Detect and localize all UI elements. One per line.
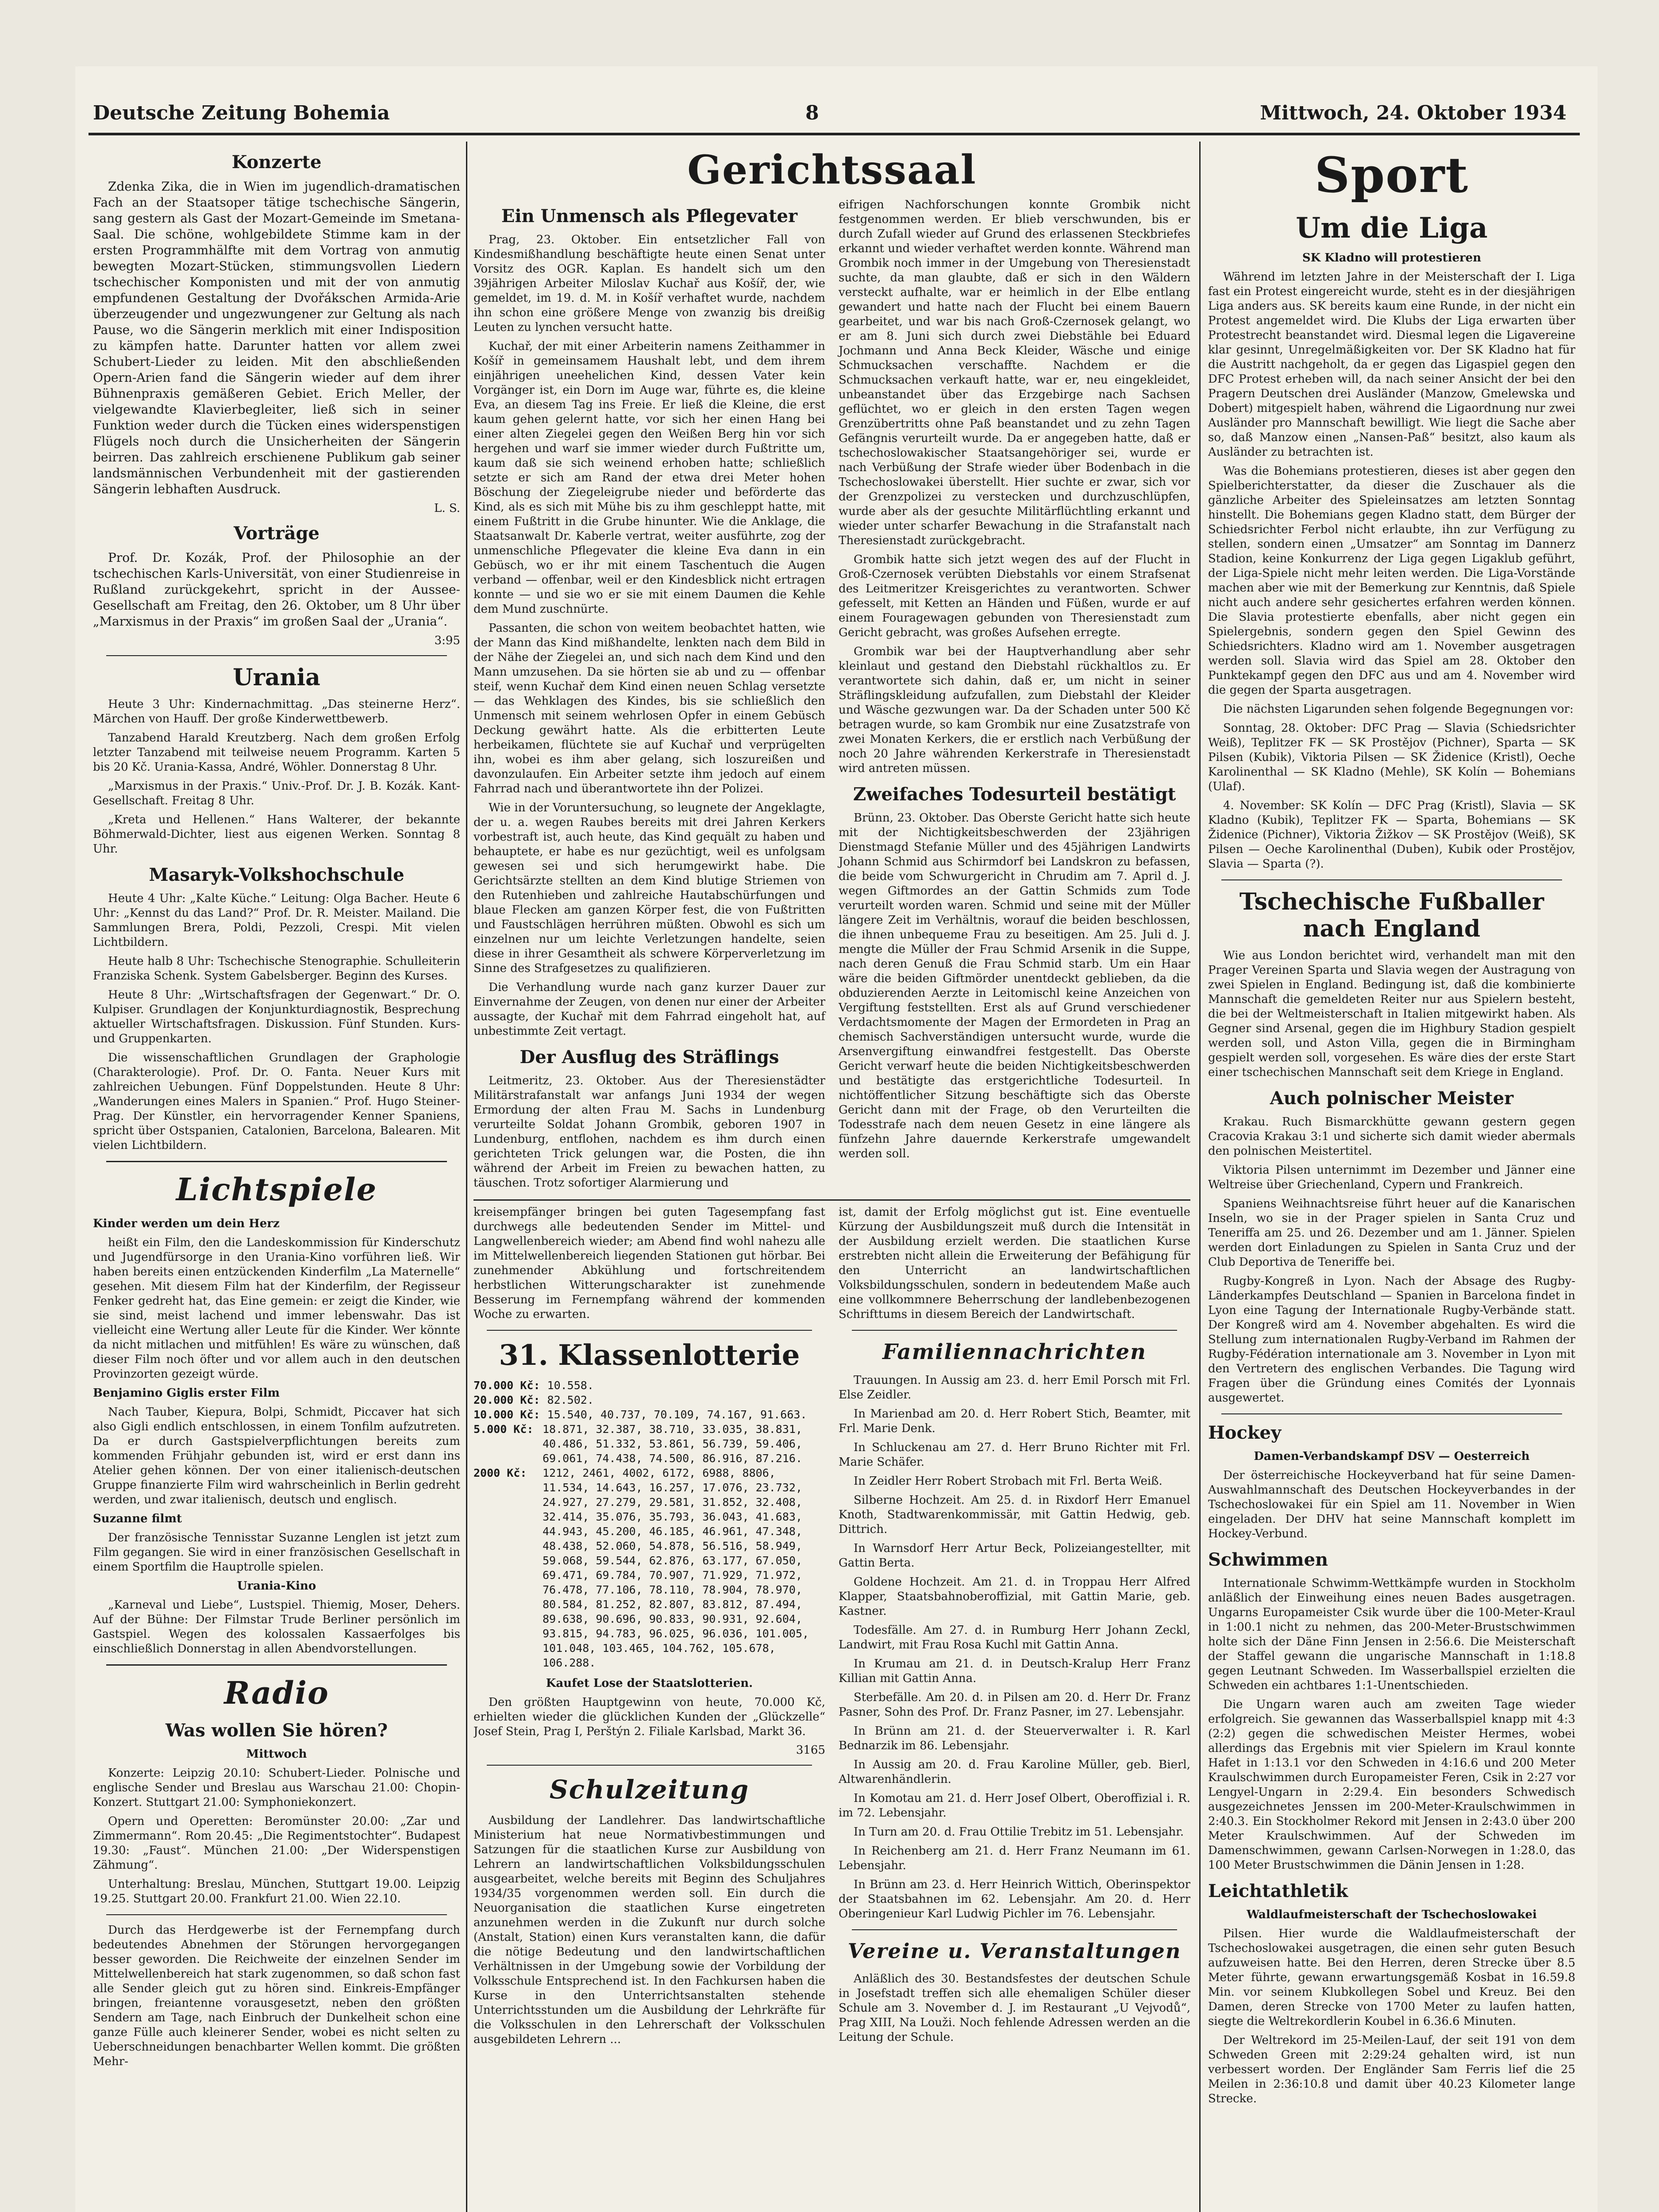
court-left bbox=[473, 198, 825, 1195]
lower-section bbox=[473, 1205, 1190, 2051]
family-item: In Krumau am 21. d. in Deutsch-Kralup Herr Franz Killian mit Gattin Anna. bbox=[839, 1657, 1190, 1685]
divider bbox=[1221, 1413, 1562, 1414]
sport-text: Wie aus London berichtet wird, verhandelt man mit den Prager Vereinen Sparta und Slavia wegen der Austragung von zwei Spielen in England. Bedingung ist, daß die kombinierte Mannschaft die gemeldeten Reiter nur aus Spielern besteht, die bei der Weltmeisterschaft in Italien mitgewirkt haben. Als Gegner sind Arsenal, gegen die im Highbury Stadion gespielt werden soll, und Aston Villa, gegen die in Birmingham gespielt werden soll, vorgesehen. Es wäre dies der erste Start einer tschechischen Mannschaft seit dem Kriege in England. bbox=[1208, 949, 1575, 1079]
article-text: Grombik hatte sich jetzt wegen des auf der Flucht in Groß-Czernosek verübten Diebstahls vor einem Strafsenat des Leitmeritzer Kreisgerichtes zu verantworten. Schwer gefesselt, mit Ketten an Händen und Füßen, wurde er auf einem Fouragewagen gebunden von Theresienstadt zum Gericht gebracht, was großes Aufsehen erregte. bbox=[839, 553, 1190, 639]
article-text: Kuchař, der mit einer Arbeiterin namens Zeithammer in Košíř in gemeinsamem Haushalt lebt, und dem ihrem einjährigen uneehelichen Kind, dessen Vater kein Vorgänger ist, ein Dorn im Auge war, führte es, die kleine Eva, an diesem Tag ins Freie. Er ließ die Kleine, die erst kaum gehen gelernt hatte, vor sich her einen Hang bei einer alten Ziegelei gegen den Weißen Berg hin vor sich hergehen und warf sie immer wieder durch Fußtritte um, kaum daß sie sich weinend erhoben hatte; schließlich setzte er sich am Rand der etwa drei Meter hohen Böschung der Ziegeleigrube nieder und beförderte das Kind, als es sich mit Mühe bis zu ihm geschleppt hatte, mit einem Fußtritt in die Grube hinunter. Wie die Anklage, die Staatsanwalt Dr. Kaberle vertrat, weiter ausführte, zog der unmenschliche Pflegevater die kleine Eva dann in ein Gebüsch, wo er ihr mit einem Taschentuch die Augen verband — offenbar, weil er den Kindesblick nicht ertragen konnte — und sie wo er sie mit einem Daumen die Kehle dem Mund zuschnürte. bbox=[473, 340, 825, 616]
article-title: Zweifaches Todesurteil bestätigt bbox=[853, 784, 1176, 805]
column-court bbox=[473, 144, 1190, 2212]
film-text: heißt ein Film, den die Landeskommission für Kinderschutz und Jugendfürsorge in den Urania-Kino vorführen ließ. Wir haben bereits einen entzückenden Kinderfilm „La Maternelle“ gesehen. Mit diesem Film hat der Kinderfilm, der Regisseur Fenker gedreht hat, das Eine gemein: er zeigt die Kinder, wie sie sind, meist lachend und immer lebenswahr. Das ist vielleicht eine Wertung aller Leute für die Kinder. Wer könnte da nicht mitlachen und mitfühlen! Es wäre zu wünschen, daß dieser Film noch öfter und vor allem auch in den deutschen Provinzorten gezeigt würde. bbox=[93, 1236, 460, 1381]
divider bbox=[1221, 879, 1562, 880]
column-rule-right bbox=[1199, 142, 1201, 2212]
lotterie-heading: 31. Klassenlotterie bbox=[499, 1339, 800, 1372]
family-item: In Reichenberg am 21. d. Herr Franz Neumann im 61. Lebensjahr. bbox=[839, 1844, 1190, 1872]
masthead bbox=[93, 102, 1567, 128]
radio-subheading: Was wollen Sie hören? bbox=[165, 1720, 388, 1741]
sport-text: Die Ungarn waren auch am zweiten Tage wieder erfolgreich. Sie gewannen das Wasserballspiel knapp mit 4:3 (2:2) gegen die schwedischen Meister Hermes, wobei allerdings das Ergebnis mit vier Spielern im Kraul konnte Hafet in 1:13.1 vor den Schweden in 4:16.6 und 200 Meter Kraulschwimmen durch Europameister Feren, Csik in 2:27 vor Lengyel-Ungarn in 2:29.4. Ein besonders Schwedisch ausgezeichnetes Jenssen im 200-Meter-Kraulschwimmen in 2:40.3. Ein Stockholmer Rekord mit Jensen in 2:43.0 über 200 Meter Kraulschwimmen. Auf der Schweden im Damenschwimmen, gewann Carlsen-Norwegen in 1:28.0, das 100 Meter Brustschwimmen die Dänin Jensen in 1:28. bbox=[1208, 1698, 1575, 1872]
schul-text: Ausbildung der Landlehrer. Das landwirtschaftliche Ministerium hat neue Normativbestimmungen und Satzungen für die staatlichen Kurse zur Ausbildung von Lehrern an landwirtschaftlichen Volksbildungsschulen ausgearbeitet, welche bereits mit Beginn des Schuljahres 1934/35 vorgenommen werden soll. Ein durch die Neuorganisation die staatlichen Kurse eingetreten anzunehmen werden in die Zukunft nur durch solche (Anstalt, Station) einen Kurs veranstalten kann, die dafür die nötige Bedeutung und den landwirtschaftlichen Verhältnissen in der Umgebung sowie der Vorbildung der Volksschule Entsprechend ist. In den Fachkursen haben die Kurse in den Unterrichtsanstalten stehende Unterrichtsstunden um die Ausbildung der Lehrkräfte für die Volksschulen in den Lehrerschaft der Volksschulen ausgebildeten Lehrern ... bbox=[473, 1814, 825, 2046]
lotterie-note: Den größten Hauptgewinn von heute, 70.000 Kč, erhielten wieder die glücklichen Kunden der „Glückzelle“ Josef Stein, Prag I, Perštýn 2. Filiale Karlsbad, Markt 36. bbox=[473, 1696, 825, 1738]
radio-item: Konzerte: Leipzig 20.10: Schubert-Lieder. Polnische und englische Sender und Breslau aus Warschau 21.00: Chopin-Konzert. Stuttgart 21.00: Symphoniekonzert. bbox=[93, 1767, 460, 1809]
urania-item: „Marxismus in der Praxis.“ Univ.-Prof. Dr. J. B. Kozák. Kant-Gesellschaft. Freitag 8 Uhr. bbox=[93, 780, 460, 807]
family-heading: Familiennachrichten bbox=[882, 1340, 1147, 1364]
family-item: In Zeidler Herr Robert Strobach mit Frl. Berta Weiß. bbox=[854, 1475, 1162, 1488]
vortraege-heading: Vorträge bbox=[233, 523, 319, 544]
sport-text: Rugby-Kongreß in Lyon. Nach der Absage des Rugby-Länderkampfes Deutschland — Spanien in Barcelona findet in Lyon eine Tagung der Internationale Rugby-Verbände statt. Der Kongreß wird am 4. November abgehalten. Es wird die Stellung zum internationalen Rugby-Verband im Rahmen der Rugby-Fédération internationale am 3. November in Lyon mit den Vertretern des englischen Verbandes. Die Tagung wird Fragen über die Gründung eines Comités der Lyonnais ausgewertet. bbox=[1208, 1275, 1575, 1405]
lotterie-row: 10.000 Kč: 15.540, 40.737, 70.109, 74.167, 91.663. bbox=[473, 1408, 807, 1421]
radio-report: Durch das Herdgewerbe ist der Fernempfang durch bedeutendes Abnehmen der Störungen hervorgegangen besser geworden. Die Reichweite der einzelnen Sender im Mittelwellenbereich hat stark zugenommen, so daß schon fast alle Sender gleich gut zu hören sind. Einkreis-Empfänger bringen, freiantenne vorausgesetzt, neben den größten Sendern am Tage, nach Einbruch der Dunkelheit schon eine ganze Fülle auch kleinerer Sender, wobei es nicht selten zu Ueberschneidungen benachbarter Wellen kommt. Die größten Mehr- bbox=[93, 1924, 460, 2068]
article-title: Ein Unmensch als Pflegevater bbox=[501, 206, 798, 227]
court-right bbox=[839, 198, 1190, 1195]
issue-date: Mittwoch, 24. Oktober 1934 bbox=[1260, 102, 1567, 124]
article-text: Leitmeritz, 23. Oktober. Aus der Theresienstädter Militärstrafanstalt war anfangs Juni 1934 der wegen Ermordung der alten Frau M. Sachs in Lundenburg verurteilte Soldat Johann Grombik, geboren 1907 in Lundenburg, entflohen, nachdem es ihm durch einen gerichteten Trick gelungen war, die Posten, die ihn während der Arbeit im Freien zu bewachen hatten, zu täuschen. Trotz sofortiger Alarmierung und bbox=[473, 1074, 825, 1190]
divider bbox=[106, 1161, 447, 1162]
sport-text: Internationale Schwimm-Wettkämpfe wurden in Stockholm anläßlich der Einweihung eines neuen Bades ausgetragen. Ungarns Europameister Csik wurde über die 100-Meter-Kraul in 1:00.1 nicht zu nehmen, das 200-Meter-Brustschwimmen holte sich der Däne Finn Jensen in 2:56.6. Die Meisterschaft der Staffel gewann die ungarische Mannschaft in 1:18.8 gegen Leutnant Schweden. Im Wasserballspiel erzielten die Schweden ein achtbares 1:1-Unentschieden. bbox=[1208, 1577, 1575, 1692]
lower-right bbox=[839, 1205, 1190, 2051]
article-text: Passanten, die schon von weitem beobachtet hatten, wie der Mann das Kind mißhandelte, lenkten nach dem Bild in der Nähe der Ziegelei an, und sich nach dem Kind und den Mann umzusehen. Da sie hörten sie ab und zu — offenbar steif, wenn Kuchař dem Kind einen neuen Schlag versetzte — das Wehklagen des Kindes, bis sie schließlich den Unmensch mit seinem wehrlosen Opfer in einem Gebüsch Deckung gewährt hatte. Als die erbitterten Leute herbeikamen, flüchtete sie auf Kuchař und verprügelten ihn, wobei es ihm aber gelang, sich loszureißen und davonzulaufen. Ein Arbeiter setzte ihm jedoch auf einem Fahrrad nach und überantwortete ihn der Polizei. bbox=[473, 622, 825, 795]
schul-continued: ist, damit der Erfolg möglichst gut ist. Eine eventuelle Kürzung der Ausbildungszeit muß durch die Intensität in der Ausbildung erzielt werden. Die staatlichen Kurse erstrebten nicht allein die Erweiterung der Befähigung für den Unterricht an landwirtschaftlichen Volksbildungsschulen, sondern in bedeutendem Maße auch eine vollkommnere Beherrschung der landlebenbezogenen Schrifttums in diesem Bereich der Landwirtschaft. bbox=[839, 1206, 1190, 1321]
sport-text: Was die Bohemians protestieren, dieses ist aber gegen den Spielberichterstatter, da dieser die Zuschauer als die gänzliche Arbeiter des Spieleinsatzes am letzten Sonntag hinstellt. Die Bohemians gegen Kladno statt, dem Bürger der Schiedsrichter Ferbol nicht erlaubte, ihn zur Verfügung zu stellen, sondern einen „Umsatzer“ am Sonntag im Dannerz Stadion, keine Konkurrenz der Liga gegen Ligaklub geführt, der Liga-Spiele nicht mehr leiten werden. Die Liga-Vorstände machen aber wie mit der Bemerkung zur Kenntnis, daß Spiele nicht auch andere sehr gesichertes erfahren werden können. Die Slavia protestierte ebenfalls, aber nicht gegen ein Spielergebnis, sondern gegen den Spiel Gewinn des Schiedsrichters. Kladno wird am 1. November ausgetragen werden soll. Slavia wird das Spiel am 28. Oktober den Punktekampf gegen den DFC aus und am 4. November wird die gegen der Sparta ausgetragen. bbox=[1208, 465, 1575, 697]
family-item: Goldene Hochzeit. Am 21. d. in Troppau Herr Alfred Klapper, Staatsbahnoberoffizial, mit Gattin Marie, geb. Kastner. bbox=[839, 1575, 1190, 1618]
vhs-item: Heute 8 Uhr: „Wirtschaftsfragen der Gegenwart.“ Dr. O. Kulpiser. Grundlagen der Konjunkturdiagnostik, Besprechung aktueller Wirtschaftsfragen. Diskussion. Fünf Stunden. Kurs- und Gruppenkarten. bbox=[93, 988, 460, 1045]
meister-heading: Auch polnischer Meister bbox=[1270, 1088, 1514, 1109]
family-item: In Brünn am 21. d. der Steuerverwalter i. R. Karl Bednarzik im 86. Lebensjahr. bbox=[839, 1724, 1190, 1752]
vhs-item: Heute halb 8 Uhr: Tschechische Stenographie. Schulleiterin Franziska Schenk. System Gabelsberger. Beginn des Kurses. bbox=[93, 955, 460, 983]
column-culture bbox=[93, 144, 460, 2212]
fussballer-heading: Tschechische Fußballer nach England bbox=[1239, 888, 1544, 942]
verein-text: Anläßlich des 30. Bestandsfestes der deutschen Schule in Josefstadt treffen sich alle ehemaligen Schüler dieser Schule am 3. November d. J. im Restaurant „U Vejvodů“, Prag XIII, Na Louži. Noch fehlende Adressen werden an die Leitung der Schule. bbox=[839, 1972, 1190, 2044]
sport-text: Der Weltrekord im 25-Meilen-Lauf, der seit 191 von dem Schweden Green mit 2:29:24 gehalten wird, ist nun verbessert worden. Der Engländer Sam Ferris lief die 25 Meilen in 2:36:10.8 und damit über 40.23 Kilometer lange Strecke. bbox=[1208, 2034, 1575, 2105]
family-item: In Turn am 20. d. Frau Ottilie Trebitz im 51. Lebensjahr. bbox=[854, 1825, 1184, 1839]
urania-item: Tanzabend Harald Kreutzberg. Nach dem großen Erfolg letzter Tanzabend mit teilweise neuem Programm. Karten 5 bis 20 Kč. Urania-Kassa, André, Wöhler. Donnerstag 8 Uhr. bbox=[93, 731, 460, 774]
leichtathletik-subheading: Waldlaufmeisterschaft der Tschechoslowakei bbox=[1247, 1908, 1537, 1921]
film-text: „Karneval und Liebe“, Lustspiel. Thiemig, Moser, Dehers. Auf der Bühne: Der Filmstar Trude Berliner persönlich im Gastspiel. Wegen des kolossalen Kassaerfolges bis einschließlich Donnerstag in allen Abendvorstellungen. bbox=[93, 1598, 460, 1655]
lotterie-row: 5.000 Kč: 18.871, 32.387, 38.710, 33.035, 38.831, 40.486, 51.332, 53.861, 56.739, 59.406, 69.061, 74.438, 74.500, 86.916, 87.216. bbox=[473, 1423, 802, 1465]
newspaper-page bbox=[75, 66, 1597, 2212]
divider bbox=[106, 655, 447, 656]
lotterie-code: 3165 bbox=[796, 1743, 825, 1757]
vhs-heading: Masaryk-Volkshochschule bbox=[149, 864, 404, 885]
lichtspiele-heading: Lichtspiele bbox=[176, 1171, 377, 1208]
radio-item: Unterhaltung: Breslau, München, Stuttgart 19.00. Leipzig 19.25. Stuttgart 20.00. Frankfurt 21.00. Wien 22.10. bbox=[93, 1878, 460, 1905]
schulzeitung-heading: Schulzeitung bbox=[549, 1774, 750, 1805]
film-text: Der französische Tennisstar Suzanne Lenglen ist jetzt zum Film gegangen. Sie wird in einer französischen Gesellschaft in einem Sportfilm die Hauptrolle spielen. bbox=[93, 1531, 460, 1574]
vhs-item: Heute 4 Uhr: „Kalte Küche.“ Leitung: Olga Bacher. Heute 6 Uhr: „Kennst du das Land?“ Prof. Dr. R. Meister. Mailand. Die Sammlungen Brera, Poldi, Pezzoli, Crespi. Mit vielen Lichtbildern. bbox=[93, 892, 460, 949]
sport-text: Während im letzten Jahre in der Meisterschaft der I. Liga fast ein Protest eingereicht wurde, steht es in der diesjährigen Liga anders aus. SK bereits kaum eine Runde, in der nicht ein Protest angemeldet wird. Die Klubs der Liga erwarten über Protestrecht beanstandet wird. Diesmal legen die Ligavereine klar gesinnt, Unregelmäßigkeiten vor. Der SK Kladno hat für die Austritt nachgeholt, da er gegen das Ligaspiel gegen den DFC Protest erheben will, da nach seiner Ansicht der bei den Pragern Deutschen drei Ausländer (Manzow, Gmelewska und Dobert) mitgespielt haben, während die Ligaordnung nur zwei Ausländer pro Mannschaft bewilligt. Wie liegt die Sache aber so, daß Manzow einen „Nansen-Paß“ besitzt, also kaum als Ausländer zu betrachten ist. bbox=[1208, 270, 1575, 459]
family-item: In Warnsdorf Herr Artur Beck, Polizeiangestellter, mit Gattin Berta. bbox=[839, 1542, 1190, 1570]
urania-item: „Kreta und Hellenen.“ Hans Walterer, der bekannte Böhmerwald-Dichter, liest aus eigenen Werken. Sonntag 8 Uhr. bbox=[93, 813, 460, 856]
divider bbox=[487, 1330, 812, 1331]
liga-heading: Um die Liga bbox=[1296, 211, 1488, 245]
paper-name: Deutsche Zeitung Bohemia bbox=[93, 102, 390, 124]
liga-subheading: SK Kladno will protestieren bbox=[1302, 251, 1482, 265]
urania-heading: Urania bbox=[233, 664, 320, 691]
article-text: Grombik war bei der Hauptverhandlung aber sehr kleinlaut und gestand den Diebstahl rückhaltlos zu. Er verantwortete sich dahin, daß er, um nicht in seiner Sträflingskleidung aufzufallen, zum Diebstahl der Kleider und Wäsche gezwungen war. Da der Schaden unter 500 Kč betragen wurde, so kam Grombik nur eine Zusatzstrafe von zwei Monaten Kerkers, die er erstlich nach Verbüßung der noch 20 Jahre währenden Kerkerstrafe in Theresienstadt wird antreten müssen. bbox=[839, 645, 1190, 775]
lotterie-row: 20.000 Kč: 82.502. bbox=[473, 1394, 594, 1406]
divider bbox=[852, 1330, 1177, 1331]
leichtathletik-heading: Leichtathletik bbox=[1208, 1881, 1348, 1901]
sport-text: Der österreichische Hockeyverband hat für seine Damen-Auswahlmannschaft des Deutschen Hockeyverbandes in der Tschechoslowakei für ein Spiel am 11. November in Wien eingeladen. Der DHV hat seine Mannschaft komplett im Hockey-Verbund. bbox=[1208, 1469, 1575, 1540]
film-heading: Benjamino Giglis erster Film bbox=[93, 1386, 280, 1400]
film-heading: Urania-Kino bbox=[237, 1579, 316, 1593]
sport-text: 4. November: SK Kolín — DFC Prag (Kristl), Slavia — SK Kladno (Kubik), Teplitzer FK — Sparta, Bohemians — SK Židenice (Pichner), Viktoria Žižkov — SK Prostějov (Weiß), SK Pilsen — Oeche Karolinenthal (Duben), Kubik oder Prostějov, Slavia — Sparta (?). bbox=[1208, 799, 1575, 871]
article-text: Prag, 23. Oktober. Ein entsetzlicher Fall von Kindesmißhandlung beschäftigte heute einen Senat unter Vorsitz des OGR. Kaplan. Es handelt sich um den 39jährigen Arbeiter Miloslav Kuchař aus Košíř, der, wie gemeldet, im 19. d. M. in Košíř verhaftet wurde, nachdem ihn schon eine größere Menge von zwanzig bis dreißig Leuten zu lynchen versucht hatte. bbox=[473, 233, 825, 334]
divider bbox=[106, 1664, 447, 1666]
sport-text: Sonntag, 28. Oktober: DFC Prag — Slavia (Schiedsrichter Weiß), Teplitzer FK — SK Prostějov (Pichner), Sparta — SK Pilsen (Kubik), Viktoria Pilsen — SK Židenice (Kristl), Oeche Karolinenthal — SK Kladno (Mehle), SK Kolín — Bohemians (Ulaf). bbox=[1208, 722, 1575, 793]
hockey-subheading: Damen-Verbandskampf DSV — Oesterreich bbox=[1254, 1450, 1530, 1463]
lotterie-table bbox=[473, 1378, 825, 1670]
radio-heading: Radio bbox=[224, 1674, 329, 1711]
schwimmen-heading: Schwimmen bbox=[1208, 1549, 1328, 1570]
family-item: Silberne Hochzeit. Am 25. d. in Rixdorf Herr Emanuel Knoth, Stadtwarenkommissär, mit Gattin Hedwig, geb. Dittrich. bbox=[839, 1494, 1190, 1536]
divider bbox=[852, 1929, 1177, 1930]
lotterie-row: 2000 Kč: 1212, 2461, 4002, 6172, 6988, 8806, 11.534, 14.643, 16.257, 17.076, 23.732, 24.927, 27.279, 29.581, 31.852, 32.408, 32.414, 35.076, 35.793, 36.043, 41.683, 44.943, 45.200, 46.185, 46.961, 47.348, 48.438, 52.060, 54.878, 56.516, 58.949, 59.068, 59.544, 62.876, 63.177, 67.050, 69.471, 69.784, 70.907, 71.929, 71.972, 76.478, 77.106, 78.110, 78.904, 78.970, 80.584, 81.252, 82.807, 83.812, 87.494, 89.638, 90.696, 90.833, 90.931, 92.604, 93.815, 94.783, 96.025, 96.036, 101.005, 101.048, 103.465, 104.762, 105.678, 106.288. bbox=[473, 1467, 809, 1669]
vortraege-time: 3:95 bbox=[434, 634, 460, 647]
sport-text: Die nächsten Ligarunden sehen folgende Begegnungen vor: bbox=[1223, 703, 1574, 716]
urania-item: Heute 3 Uhr: Kindernachmittag. „Das steinerne Herz“. Märchen von Hauff. Der große Kinderwettbewerb. bbox=[93, 698, 460, 726]
sport-text: Spaniens Weihnachtsreise führt heuer auf die Kanarischen Inseln, wo sie in der Prager spielen in Santa Cruz und Teneriffa am 25. und 26. Dezember und am 1. Jänner. Spielen werden dort Einladungen zu Spielen in Santa Cruz und der Club Deportiva de Teneriffe bei. bbox=[1208, 1197, 1575, 1269]
lotterie-row: 70.000 Kč: 10.558. bbox=[473, 1379, 594, 1392]
family-item: Todesfälle. Am 27. d. in Rumburg Herr Johann Zeckl, Landwirt, mit Frau Rosa Kuchl mit Gattin Anna. bbox=[839, 1624, 1190, 1651]
vortraege-text: Prof. Dr. Kozák, Prof. der Philosophie an der tschechischen Karls-Universität, von einer Studienreise in Rußland zurückgekehrt, spricht in der Aussee-Gesellschaft am Freitag, den 26. Oktober, um 8 Uhr über „Marxismus in der Praxis“ im großen Saal der „Urania“. bbox=[93, 550, 460, 629]
family-item: In Brünn am 23. d. Herr Heinrich Wittich, Oberinspektor der Staatsbahnen im 62. Lebensjahr. Am 20. d. Herr Oberingenieur Karl Ludwig Pichler im 76. Lebensjahr. bbox=[839, 1878, 1190, 1920]
family-item: In Aussig am 20. d. Frau Karoline Müller, geb. Bierl, Altwarenhändlerin. bbox=[839, 1758, 1190, 1786]
radio-day: Mittwoch bbox=[246, 1747, 307, 1761]
article-text: Die Verhandlung wurde nach ganz kurzer Dauer zur Einvernahme der Zeugen, von denen nur einer der Arbeiter aussagte, der Kuchař mit dem Fahrrad eingeholt hat, auf unbestimmte Zeit vertagt. bbox=[473, 981, 825, 1038]
family-item: In Komotau am 21. d. Herr Josef Olbert, Oberoffizial i. R. im 72. Lebensjahr. bbox=[839, 1792, 1190, 1820]
film-text: Nach Tauber, Kiepura, Bolpi, Schmidt, Piccaver hat sich also Gigli endlich entschlossen, in einem Tonfilm aufzutreten. Da er durch Gastspielverpflichtungen bereits zum kommenden Frühjahr gebunden ist, wird er erst dann ins Atelier gehen können. Der von einer italienisch-deutschen Gruppe finanzierte Film wird wahrscheinlich in Berlin gedreht werden, und zwar italienisch, deutsch und englisch. bbox=[93, 1406, 460, 1506]
column-sport bbox=[1208, 144, 1575, 2212]
article-text: Brünn, 23. Oktober. Das Oberste Gericht hatte sich heute mit der Nichtigkeitsbeschwerden der 23jährigen Dienstmagd Stefanie Müller und des 45jährigen Landwirts Johann Schmid aus Schirmdorf bei Landskron zu befassen, die beide vom Schwurgericht in Chrudim am 7. April d. J. wegen Giftmordes an der Gattin Schmids zum Tode verurteilt worden waren. Schmid und seine mit der Müller längere Zeit im Verhältnis, worauf die beiden beschlossen, die ihnen unbequeme Frau zu beseitigen. Am 25. Juli d. J. mengte die Müller der Frau Schmid Arsenik in die Suppe, nach deren Genuß die Frau Schmid starb. Um ein Haar wäre die beiden Giftmörder unentdeckt geblieben, da die obduzierenden Aerzte in Leitomischl keine Anzeichen von Vergiftung feststellten. Erst als auf Grund verschiedener Verdachtsmomente der Magen der Ermordeten in Prag an chemisch Sachverständigen untersucht wurde, wurde die Arsenvergiftung einwandfrei festgestellt. Das Oberste Gericht verwarf heute die beiden Nichtigkeitsbeschwerden und bestätigte das erstgerichtliche Todesurteil. In nichtöffentlicher Sitzung beschäftigte sich das Oberste Gericht dann mit der Frage, ob den Verurteilten die Todesstrafe nach dem neuen Gesetz in eine längere als fünfzehn Jahre dauernde Kerkerstrafe umgewandelt werden soll. bbox=[839, 811, 1190, 1160]
radio-item: Opern und Operetten: Beromünster 20.00: „Zar und Zimmermann“. Rom 20.45: „Die Regimentstochter“. Budapest 19.30: „Faust“. München 21.00: „Der Widerspenstigen Zähmung“. bbox=[93, 1815, 460, 1872]
konzerte-text: Zdenka Zika, die in Wien im jugendlich-dramatischen Fach an der Staatsoper tätige tschechische Sängerin, sang gestern als Gast der Mozart-Gemeinde im Smetana-Saal. Die schöne, wohlgebildete Stimme kam in der ersten Programmhälfte mit dem Vortrag von anmutig bewegten Mozart-Stücken, stimmungsvollen Liedern tschechischer Komponisten und mit der von anmutig empfundenen Gestaltung der Dvořákschen Armida-Arie überzeugender und ungezwungener zur Geltung als nach Pause, wo die Sängerin merklich mit einer Indisposition zu kämpfen hatte. Darunter hatten vor allem zwei Schubert-Lieder zu leiden. Mit den abschließenden Opern-Arien fand die Sängerin wieder auf dem ihrer Bühnenpraxis gemäßeren Gebiet. Erich Meller, der vielgewandte Klavierbegleiter, ließ sich in seiner Funktion weder durch die Tücken eines widerspenstigen Flügels noch durch die Unsicherheiten der Sängerin beirren. Das zahlreich erschienene Publikum gab seiner landsmännischen Verbundenheit mit der gastierenden Sängerin lebhaften Ausdruck. bbox=[93, 179, 460, 496]
sport-text: Pilsen. Hier wurde die Waldlaufmeisterschaft der Tschechoslowakei ausgetragen, die einen sehr guten Besuch aufzuweisen hatte. Bei den Herren, deren Strecke über 8.5 Meter führte, gewann erwartungsgemäß Kosbat in 16.59.8 Min. vor seinem Klubkollegen Sobel und Kreuz. Bei den Damen, deren Strecke von 1700 Meter zu laufen hatten, siegte die Weltrekordlerin Koubel in 6.36.6 Minuten. bbox=[1208, 1927, 1575, 2028]
film-heading: Kinder werden um dein Herz bbox=[93, 1217, 280, 1230]
lotterie-note-heading: Kaufet Lose der Staatslotterien. bbox=[546, 1677, 753, 1690]
verein-heading: Vereine u. Veranstaltungen bbox=[847, 1939, 1182, 1963]
sport-text: Viktoria Pilsen unternimmt im Dezember und Jänner eine Weltreise über Griechenland, Cypern und Frankreich. bbox=[1208, 1164, 1575, 1191]
divider bbox=[487, 1765, 812, 1766]
family-item: Sterbefälle. Am 20. d. in Pilsen am 20. d. Herr Dr. Franz Pasner, Sohn des Prof. Dr. Franz Pasner, im 27. Lebensjahr. bbox=[839, 1691, 1190, 1719]
article-title: Der Ausflug des Sträflings bbox=[520, 1047, 779, 1068]
hockey-heading: Hockey bbox=[1208, 1422, 1282, 1443]
divider bbox=[106, 1914, 447, 1915]
page-number: 8 bbox=[805, 102, 819, 124]
gerichtssaal-heading: Gerichtssaal bbox=[687, 146, 977, 193]
konzerte-signature: L. S. bbox=[434, 502, 460, 515]
masthead-rule bbox=[89, 133, 1580, 135]
sport-heading: Sport bbox=[1314, 146, 1469, 204]
family-item: In Marienbad am 20. d. Herr Robert Stich, Beamter, mit Frl. Marie Denk. bbox=[839, 1407, 1190, 1435]
family-item: Trauungen. In Aussig am 23. d. herr Emil Porsch mit Frl. Else Zeidler. bbox=[839, 1374, 1190, 1402]
divider bbox=[473, 1199, 1190, 1201]
film-heading: Suzanne filmt bbox=[93, 1512, 182, 1525]
lower-left bbox=[473, 1205, 825, 2051]
article-text: eifrigen Nachforschungen konnte Grombik nicht festgenommen werden. Er blieb verschwunden, bis er durch Zufall wieder auf Grund des erlassenen Steckbriefes erkannt und wieder verhaftet werden konnte. Während man Grombik noch immer in der Umgebung von Theresienstadt suchte, da man glaubte, daß er sich in den Wäldern versteckt aufhalte, war er heimlich in der Elbe entlang gewandert und hatte nach der Flucht bei einem Bauern gearbeitet, und war bis nach Groß-Czernosek gelangt, wo er am 8. Juni sich durch zwei Diebstähle bei Eduard Jochmann und Anna Beck Kleider, Wäsche und einige Schmucksachen verschaffte. Nachdem er die Schmucksachen verkauft hatte, war er, neu eingekleidet, unbeanstandet über das Erzgebirge nach Sachsen geflüchtet, wo er gleich in den ersten Tagen wegen Grenzübertritts ohne Paß beanstandet und zu zehn Tagen Gefängnis verurteilt wurde. Da er angegeben hatte, daß er tschechoslowakischer Staatsangehöriger sei, wurde er nach Verbüßung der Strafe wieder über Bodenbach in die Tschechoslowakei überstellt. Hier suchte er zwar, sich vor der Grenzpolizei zu verstecken und durchzuschlüpfen, wurde aber als der gesuchte Militärflüchtling erkannt und wieder unter scharfer Bewachung in die Strafanstalt nach Theresienstadt zurückgebracht. bbox=[839, 198, 1190, 547]
sport-text: Krakau. Ruch Bismarckhütte gewann gestern gegen Cracovia Krakau 3:1 und sicherte sich damit wieder abermals den polnischen Meistertitel. bbox=[1208, 1115, 1575, 1158]
vhs-item: Die wissenschaftlichen Grundlagen der Graphologie (Charakterologie). Prof. Dr. O. Fanta. Neuer Kurs mit zahlreichen Uebungen. Fünf Doppelstunden. Heute 8 Uhr: „Wanderungen eines Malers in Spanien.“ Prof. Hugo Steiner-Prag. Der Künstler, ein hervorragender Kenner Spaniens, spricht über Ostspanien, Catalonien, Barcelona, Balearen. Mit vielen Lichtbildern. bbox=[93, 1051, 460, 1152]
article-text: Wie in der Voruntersuchung, so leugnete der Angeklagte, der u. a. wegen Raubes bereits mit drei Jahren Kerkers vorbestraft ist, auch heute, das Kind gequält zu haben und behauptete, er habe es nur gezüchtigt, weil es unfolgsam gewesen sei und sich herumgewirkt habe. Die Gerichtsärzte stellten an dem Kind blutige Striemen von den Rutenhieben und zahlreiche Hautabschürfungen und blaue Flecken am ganzen Körper fest, die von Fußtritten und Faustschlägen herrühren müßten. Obwohl es sich um einzelnen nur um leichte Verletzungen handelte, seien diese in ihrer Gesamtheit als schwere Körperverletzung im Sinne des Strafgesetzes zu qualifizieren. bbox=[473, 801, 825, 975]
konzerte-heading: Konzerte bbox=[231, 152, 322, 173]
court-articles bbox=[473, 198, 1190, 1195]
column-rule-left bbox=[466, 142, 467, 2212]
family-item: In Schluckenau am 27. d. Herr Bruno Richter mit Frl. Marie Schäfer. bbox=[839, 1441, 1190, 1469]
radio-continued: kreisempfänger bringen bei guten Tagesempfang fast durchwegs alle bedeutenden Sender im Mittel- und Langwellenbereich wieder; am Abend find wohl nahezu alle im Mittelwellenbereich liegenden Stationen gut hörbar. Bei zunehmender Abkühlung und fortschreitendem herbstlichen Witterungscharakter ist zunehmende Besserung im Fernempfang während der kommenden Woche zu erwarten. bbox=[473, 1206, 825, 1321]
